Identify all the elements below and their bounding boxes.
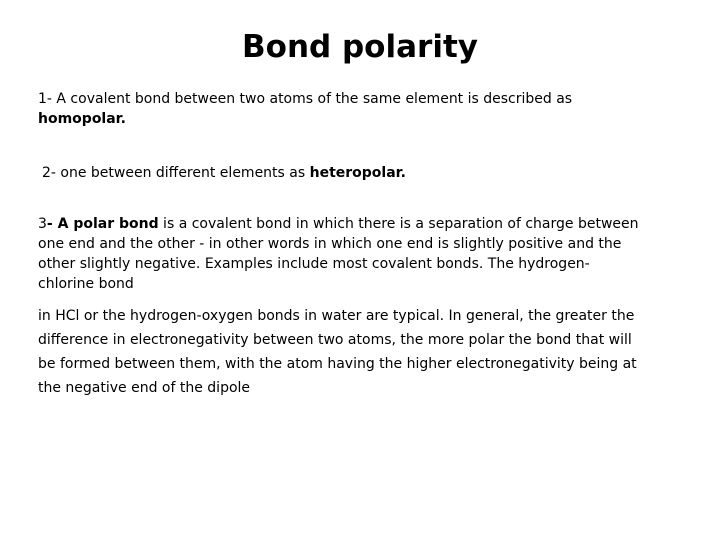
- paragraph-heteropolar: [42, 163, 406, 183]
- p4-line1: in HCl or the hydrogen-oxygen bonds in water are typical. In general, the greater the: [38, 308, 635, 324]
- p1-line1: 1- A covalent bond between two atoms of the same element is described as: [38, 91, 573, 107]
- p3-line2: one end and the other - in other words in which one end is slightly positive and the: [38, 236, 622, 252]
- p4-line2: difference in electronegativity between two atoms, the more polar the bond that will: [38, 332, 632, 348]
- p3-line1: [38, 214, 639, 234]
- paragraph-homopolar: [38, 89, 572, 129]
- polar-bond-term: - A polar bond: [46, 216, 159, 232]
- p3-number: 3: [38, 216, 47, 232]
- p4-line3: be formed between them, with the atom having the higher electronegativity being at: [38, 356, 637, 372]
- heteropolar-term: heteropolar.: [309, 165, 406, 181]
- p3-line1-rest: is a covalent bond in which there is a separation of charge between: [158, 216, 639, 232]
- p2-line: [42, 163, 406, 183]
- p3-line4: chlorine bond: [38, 276, 134, 292]
- p2-prefix: 2- one between different elements as: [42, 165, 310, 181]
- homopolar-term: homopolar.: [38, 111, 126, 127]
- page-title: Bond polarity: [242, 29, 478, 65]
- p3-line3: other slightly negative. Examples include most covalent bonds. The hydrogen-: [38, 256, 590, 272]
- p4-line4: the negative end of the dipole: [38, 380, 251, 396]
- paragraph-polar-bond: [38, 214, 639, 294]
- paragraph-electronegativity: [38, 304, 637, 400]
